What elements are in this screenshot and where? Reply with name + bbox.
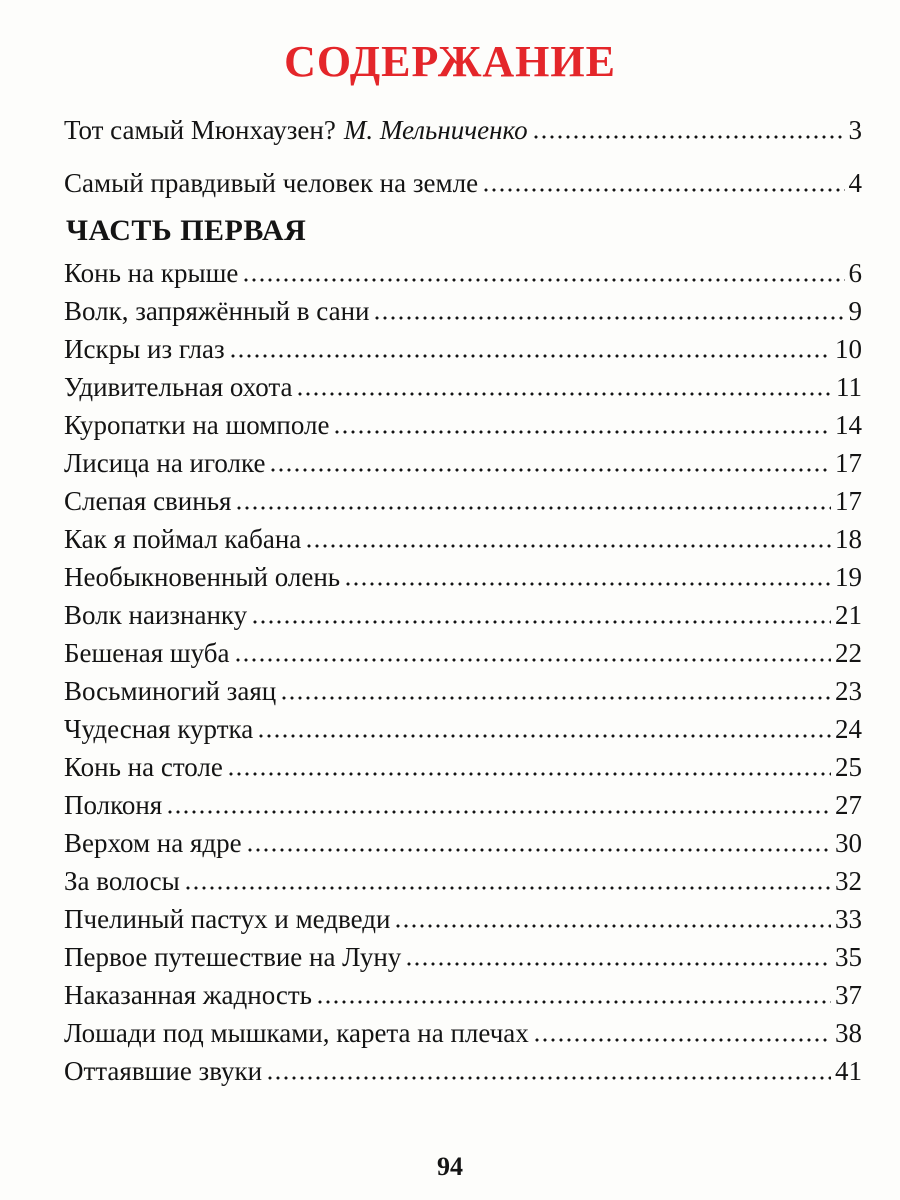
entry-page: 22 [835, 638, 862, 668]
intro-entries [64, 104, 862, 210]
dot-leader [242, 278, 844, 282]
entry-page: 17 [835, 486, 862, 516]
dot-leader [533, 1038, 831, 1042]
entry-title: За волосы [64, 866, 180, 896]
toc-entry [64, 710, 862, 748]
toc-entry [64, 672, 862, 710]
entry-title: Лошади под мышками, карета на плечах [64, 1018, 529, 1048]
entry-page: 41 [835, 1056, 862, 1086]
entry-title: Тот самый Мюнхаузен? [64, 115, 336, 145]
entry-title: Необыкновенный олень [64, 562, 341, 592]
entry-title: Волк, запряжённый в сани [64, 296, 370, 326]
entry-title: Удивительная охота [64, 372, 293, 402]
dot-leader [269, 468, 831, 472]
entry-title: Бешеная шуба [64, 638, 230, 668]
entry-title: Конь на крыше [64, 258, 239, 288]
dot-leader [266, 1076, 831, 1080]
toc-entry [64, 1014, 862, 1052]
dot-leader [184, 886, 831, 890]
toc-entry [64, 786, 862, 824]
toc-entry [64, 824, 862, 862]
entry-title: Конь на столе [64, 752, 223, 782]
entry-title: Куропатки на шомполе [64, 410, 330, 440]
entry-page: 11 [836, 372, 862, 402]
entry-page: 9 [848, 296, 862, 326]
entry-page: 4 [848, 168, 862, 198]
entry-page: 23 [835, 676, 862, 706]
dot-leader [280, 696, 831, 700]
entry-page: 37 [835, 980, 862, 1010]
dot-leader [235, 506, 831, 510]
entry-page: 14 [835, 410, 862, 440]
toc-entry [64, 482, 862, 520]
entry-page: 27 [835, 790, 862, 820]
toc-entry [64, 444, 862, 482]
entry-page: 10 [835, 334, 862, 364]
entry-title: Лисица на иголке [64, 448, 266, 478]
entry-title: Оттаявшие звуки [64, 1056, 263, 1086]
entry-page: 24 [835, 714, 862, 744]
dot-leader [296, 392, 832, 396]
entry-page: 6 [848, 258, 862, 288]
dot-leader [229, 354, 831, 358]
toc-entry [64, 938, 862, 976]
entry-title: Первое путешествие на Луну [64, 942, 402, 972]
dot-leader [234, 658, 831, 662]
entry-author: М. Мельниченко [343, 115, 528, 145]
toc-entry [64, 157, 862, 210]
entry-title: Слепая свинья [64, 486, 232, 516]
entry-title: Пчелиный пастух и медведи [64, 904, 391, 934]
dot-leader [532, 135, 845, 139]
entry-title: Искры из глаз [64, 334, 225, 364]
toc-entry [64, 368, 862, 406]
entry-page: 25 [835, 752, 862, 782]
entry-page: 35 [835, 942, 862, 972]
page-title: СОДЕРЖАНИЕ [284, 37, 616, 86]
dot-leader [227, 772, 831, 776]
toc-entry [64, 254, 862, 292]
entry-title: Восьминогий заяц [64, 676, 277, 706]
part-heading: ЧАСТЬ ПЕРВАЯ [66, 214, 307, 247]
entry-title: Волк наизнанку [64, 600, 248, 630]
entry-page: 33 [835, 904, 862, 934]
entry-page: 19 [835, 562, 862, 592]
entry-page: 32 [835, 866, 862, 896]
dot-leader [316, 1000, 831, 1004]
dot-leader [166, 810, 831, 814]
entry-title: Наказанная жадность [64, 980, 312, 1010]
toc-entry [64, 976, 862, 1014]
entry-page: 38 [835, 1018, 862, 1048]
toc-entry [64, 862, 862, 900]
dot-leader [373, 316, 844, 320]
dot-leader [394, 924, 831, 928]
dot-leader [305, 544, 831, 548]
entry-title: Как я поймал кабана [64, 524, 302, 554]
toc-entry [64, 1052, 862, 1090]
dot-leader [257, 734, 831, 738]
toc-entry [64, 558, 862, 596]
toc-entry [64, 520, 862, 558]
entry-title: Самый правдивый человек на земле [64, 168, 479, 198]
dot-leader [405, 962, 831, 966]
entry-page: 17 [835, 448, 862, 478]
dot-leader [344, 582, 831, 586]
dot-leader [246, 848, 831, 852]
toc-entry [64, 406, 862, 444]
entry-page: 30 [835, 828, 862, 858]
toc-entry [64, 330, 862, 368]
toc-entry [64, 292, 862, 330]
toc-entry [64, 634, 862, 672]
entry-title: Чудесная куртка [64, 714, 254, 744]
entry-page: 18 [835, 524, 862, 554]
toc-entry [64, 104, 862, 157]
part-entries [64, 254, 862, 1090]
entry-page: 21 [835, 600, 862, 630]
entry-title: Полконя [64, 790, 163, 820]
dot-leader [251, 620, 831, 624]
toc-entry [64, 900, 862, 938]
entry-title: Верхом на ядре [64, 828, 242, 858]
toc-entry [64, 748, 862, 786]
dot-leader [333, 430, 831, 434]
toc-entry [64, 596, 862, 634]
page-number: 94 [437, 1152, 463, 1181]
dot-leader [482, 188, 844, 192]
entry-page: 3 [848, 115, 862, 145]
